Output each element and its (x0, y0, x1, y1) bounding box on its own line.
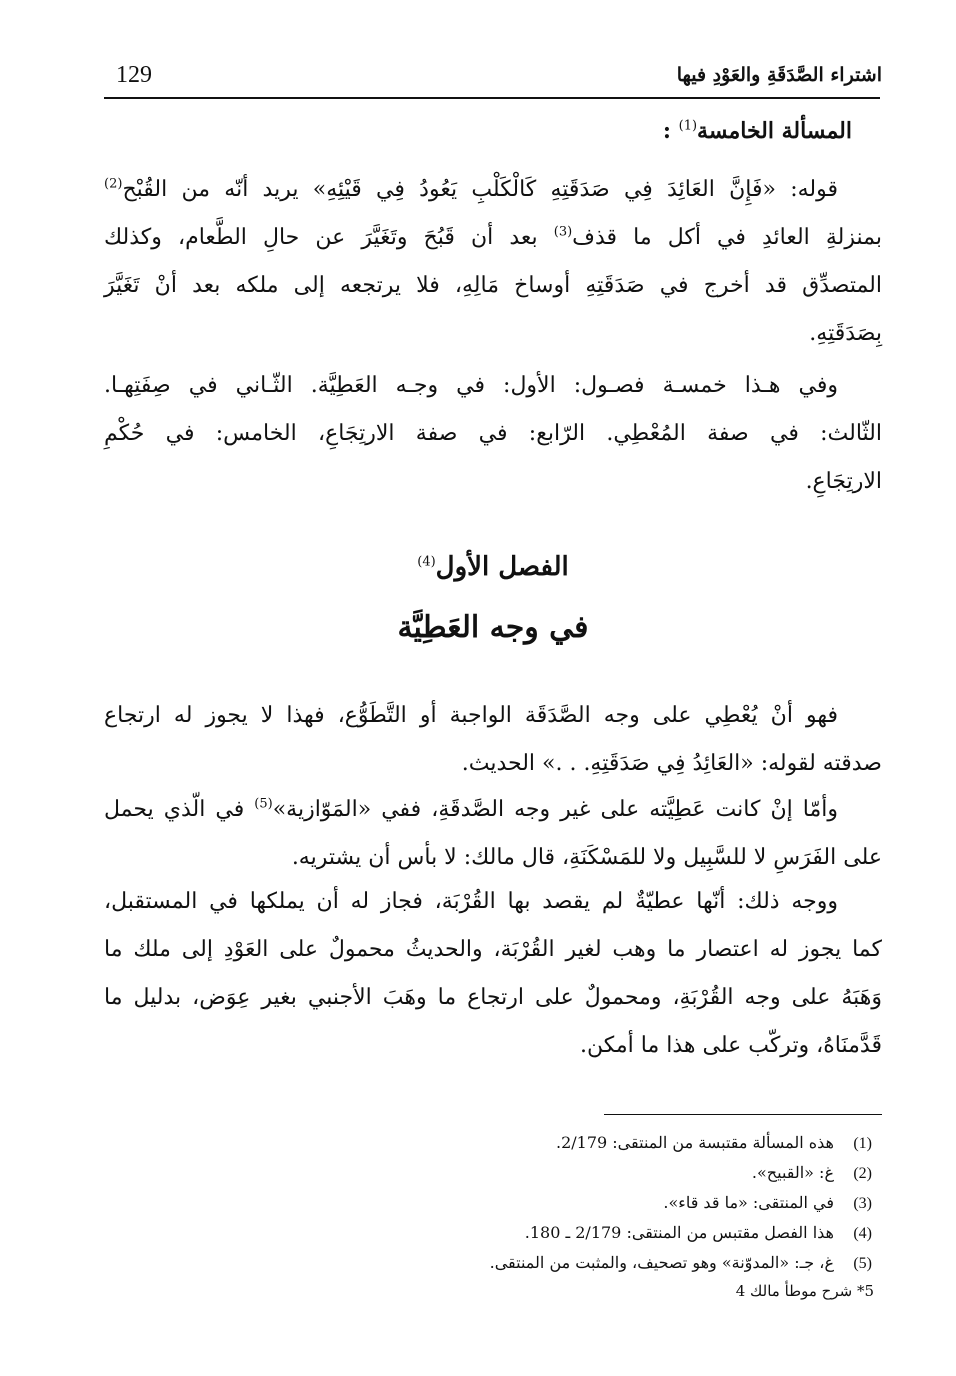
paragraph-5 (104, 878, 882, 1070)
text-run: في الّذي يحمل (104, 797, 255, 822)
footnote-number: (3) (853, 1195, 872, 1212)
footnote-number: (2) (853, 1165, 872, 1182)
paragraph-4 (104, 786, 882, 882)
chapter-subtitle: في وجه العَطِيَّة (397, 610, 589, 645)
footnote-number: (4) (853, 1225, 872, 1242)
text-line: المتصدِّق قد أخرج في صَدَقَتِهِ أوساخ مَالِهِ، فلا يرتجعه إلى ملكه بعد أنْ تَغَيَّرَ (104, 273, 882, 298)
header-rule (104, 97, 880, 99)
text-line (104, 786, 882, 834)
text-line (104, 166, 882, 214)
paragraph-1 (104, 166, 882, 358)
text-run: قوله: «فَإِنَّ العَائِدَ فِي صَدَقَتِهِ كَالْكَلْبِ يَعُودُ فِي قَيْئِهِ» يريد أنّه من القُبْح (122, 177, 838, 202)
footnote-number: (5) (853, 1255, 872, 1272)
footnote-ref-3: (3) (553, 224, 573, 240)
text-line: قَدَّمنَاهُ، وتركّب على هذا ما أمكن. (579, 1033, 882, 1058)
text-line: وفي هـذا خمسـة فصـول: الأول: في وجـه العَطِيَّة. الثّـاني في صِفَتِهـا. (104, 373, 838, 398)
footnotes (104, 1128, 882, 1304)
text-line: الثّالث: في صفة المُعْطِي. الرّابع: في صفة الارتِجَاعِ، الخامس: في حُكْمِ (104, 421, 882, 446)
footnote-text: هذه المسألة مقتبسة من المنتقى: 2/179. (556, 1133, 834, 1152)
text-line: صدقته لقوله: «العَائِدُ فِي صَدَقَتِهِ. . .» الحديث. (461, 751, 882, 776)
text-line: فهو أنْ يُعْطِي على وجه الصَّدَقَة الواجبة أو التَّطَوُّع، فهذا لا يجوز له ارتجاع (104, 703, 838, 728)
footnote-text: غ: «القبيح». (751, 1163, 834, 1182)
footnote-text: هذا الفصل مقتبس من المنتقى: 2/179 ـ 180. (524, 1223, 834, 1242)
section-title (663, 118, 852, 144)
paragraph-3 (104, 692, 882, 788)
chapter-title-text: الفصل الأول (435, 552, 569, 582)
page-number: 129 (116, 62, 152, 88)
footnote (104, 1158, 882, 1188)
footnote-ref-2: (2) (104, 176, 123, 192)
footnote-number: (1) (853, 1135, 872, 1152)
text-run: بعد أن قَبُحَ وتَغَيَّرَ عن حالِ الطَّعام، وكذلك (104, 225, 554, 250)
text-run: بمنزلةِ العائدِ في أكل ما قذف (572, 225, 883, 250)
footnote-ref-5: (5) (254, 796, 273, 812)
text-line: على الفَرَسِ لا للسَّبِيل ولا للمَسْكَنَةِ، قال مالك: لا بأس أن يشتريه. (291, 845, 882, 870)
text-line: ووجه ذلك: أنّها عطيّةٌ لم يقصد بها القُرْبَة، فجاز له أن يملكها في المستقبل، (104, 889, 838, 914)
footnote-text: غ، جـ: «المدوّنة» وهو تصحيف، والمثبت من المنتقى. (489, 1253, 834, 1272)
text-line: كما يجوز له اعتصار ما وهب لغير القُرْبَة، والحديثُ محمولٌ على العَوْدِ إلى ملك ما (104, 937, 882, 962)
footnote-ref-1: (1) (678, 118, 698, 134)
text-line: الارتِجَاعِ. (805, 469, 882, 494)
footnote-ref-4: (4) (417, 554, 436, 570)
running-title: اشتراء الصَّدَقَةِ والعَوْدِ فيها (676, 64, 882, 86)
paragraph-2 (104, 362, 882, 506)
chapter-title (104, 552, 882, 582)
text-line: وَهَبَهُ على وجه القُرْبَةِ، ومحمولٌ على ارتجاع ما وهَبَ الأجنبي بغير عِوَض، بدليل ما (104, 985, 882, 1010)
text-run: وأمّا إنْ كانت عَطِيَّته على غير وجه الصَّدقَةِ، ففي «المَوّازية» (272, 797, 838, 822)
volume-reference: 5* شرح موطأ مالك 4 (735, 1282, 874, 1300)
footnote (104, 1188, 882, 1218)
footnote (104, 1248, 882, 1278)
text-line (104, 214, 882, 262)
section-title-text: المسألة الخامسة (697, 118, 852, 144)
footnote-text: في المنتقى: «ما قد قاء». (663, 1193, 834, 1212)
section-title-colon: : (662, 118, 671, 144)
footnote-separator (604, 1114, 882, 1115)
page-header (104, 56, 882, 96)
footnote (104, 1128, 882, 1158)
text-line: بِصَدَقَتِهِ. (809, 321, 882, 346)
footnote (104, 1218, 882, 1248)
